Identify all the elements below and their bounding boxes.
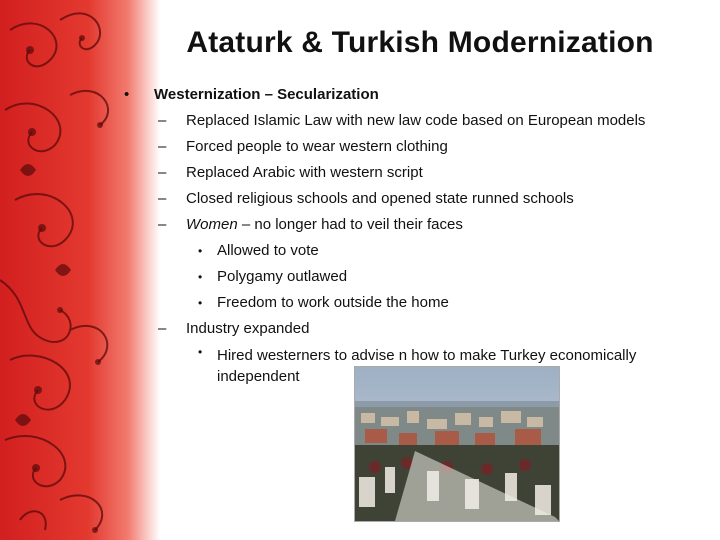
women-point — [118, 264, 708, 290]
sub-bullet-text: Replaced Arabic with western script — [186, 164, 423, 181]
dash-marker: – — [158, 216, 167, 233]
bullet-marker: • — [198, 345, 203, 359]
main-bullet-text: Westernization – Secularization — [154, 86, 379, 103]
dash-marker: – — [158, 138, 167, 155]
sub-bullet-text: Forced people to wear western clothing — [186, 138, 448, 155]
dash-marker: – — [158, 190, 167, 207]
main-bullet — [118, 82, 708, 108]
sub-bullet-text: Closed religious schools and opened state runned schools — [186, 190, 574, 207]
industry-bullet — [118, 316, 708, 342]
istanbul-city-photo — [354, 366, 560, 522]
industry-text: Industry expanded — [186, 320, 310, 337]
sub-bullet — [118, 134, 708, 160]
sub-bullet-text: Replaced Islamic Law with new law code based on European models — [186, 112, 646, 129]
bullet-marker: • — [124, 86, 130, 103]
dash-marker: – — [158, 164, 167, 181]
women-bullet — [118, 212, 708, 238]
sub-bullet — [118, 160, 708, 186]
women-point-text: Allowed to vote — [217, 242, 319, 259]
women-point-text: Freedom to work outside the home — [217, 294, 449, 311]
women-point — [118, 290, 708, 316]
city-photo-icon — [355, 367, 559, 521]
dash-marker: – — [158, 112, 167, 129]
women-text: – no longer had to veil their faces — [237, 216, 463, 233]
slide-body — [118, 82, 708, 387]
sub-bullet — [118, 108, 708, 134]
sub-bullet — [118, 186, 708, 212]
women-label: Women — [186, 216, 238, 233]
women-point-text: Polygamy outlawed — [217, 268, 348, 285]
bullet-marker: • — [198, 270, 203, 284]
slide-title: Ataturk & Turkish Modernization — [186, 26, 654, 59]
women-point — [118, 238, 708, 264]
industry-point-text: Hired westerners to advise n how to make Turkey economically independent — [217, 347, 637, 385]
bullet-marker: • — [198, 296, 203, 310]
dash-marker: – — [158, 320, 167, 337]
bullet-marker: • — [198, 244, 203, 258]
